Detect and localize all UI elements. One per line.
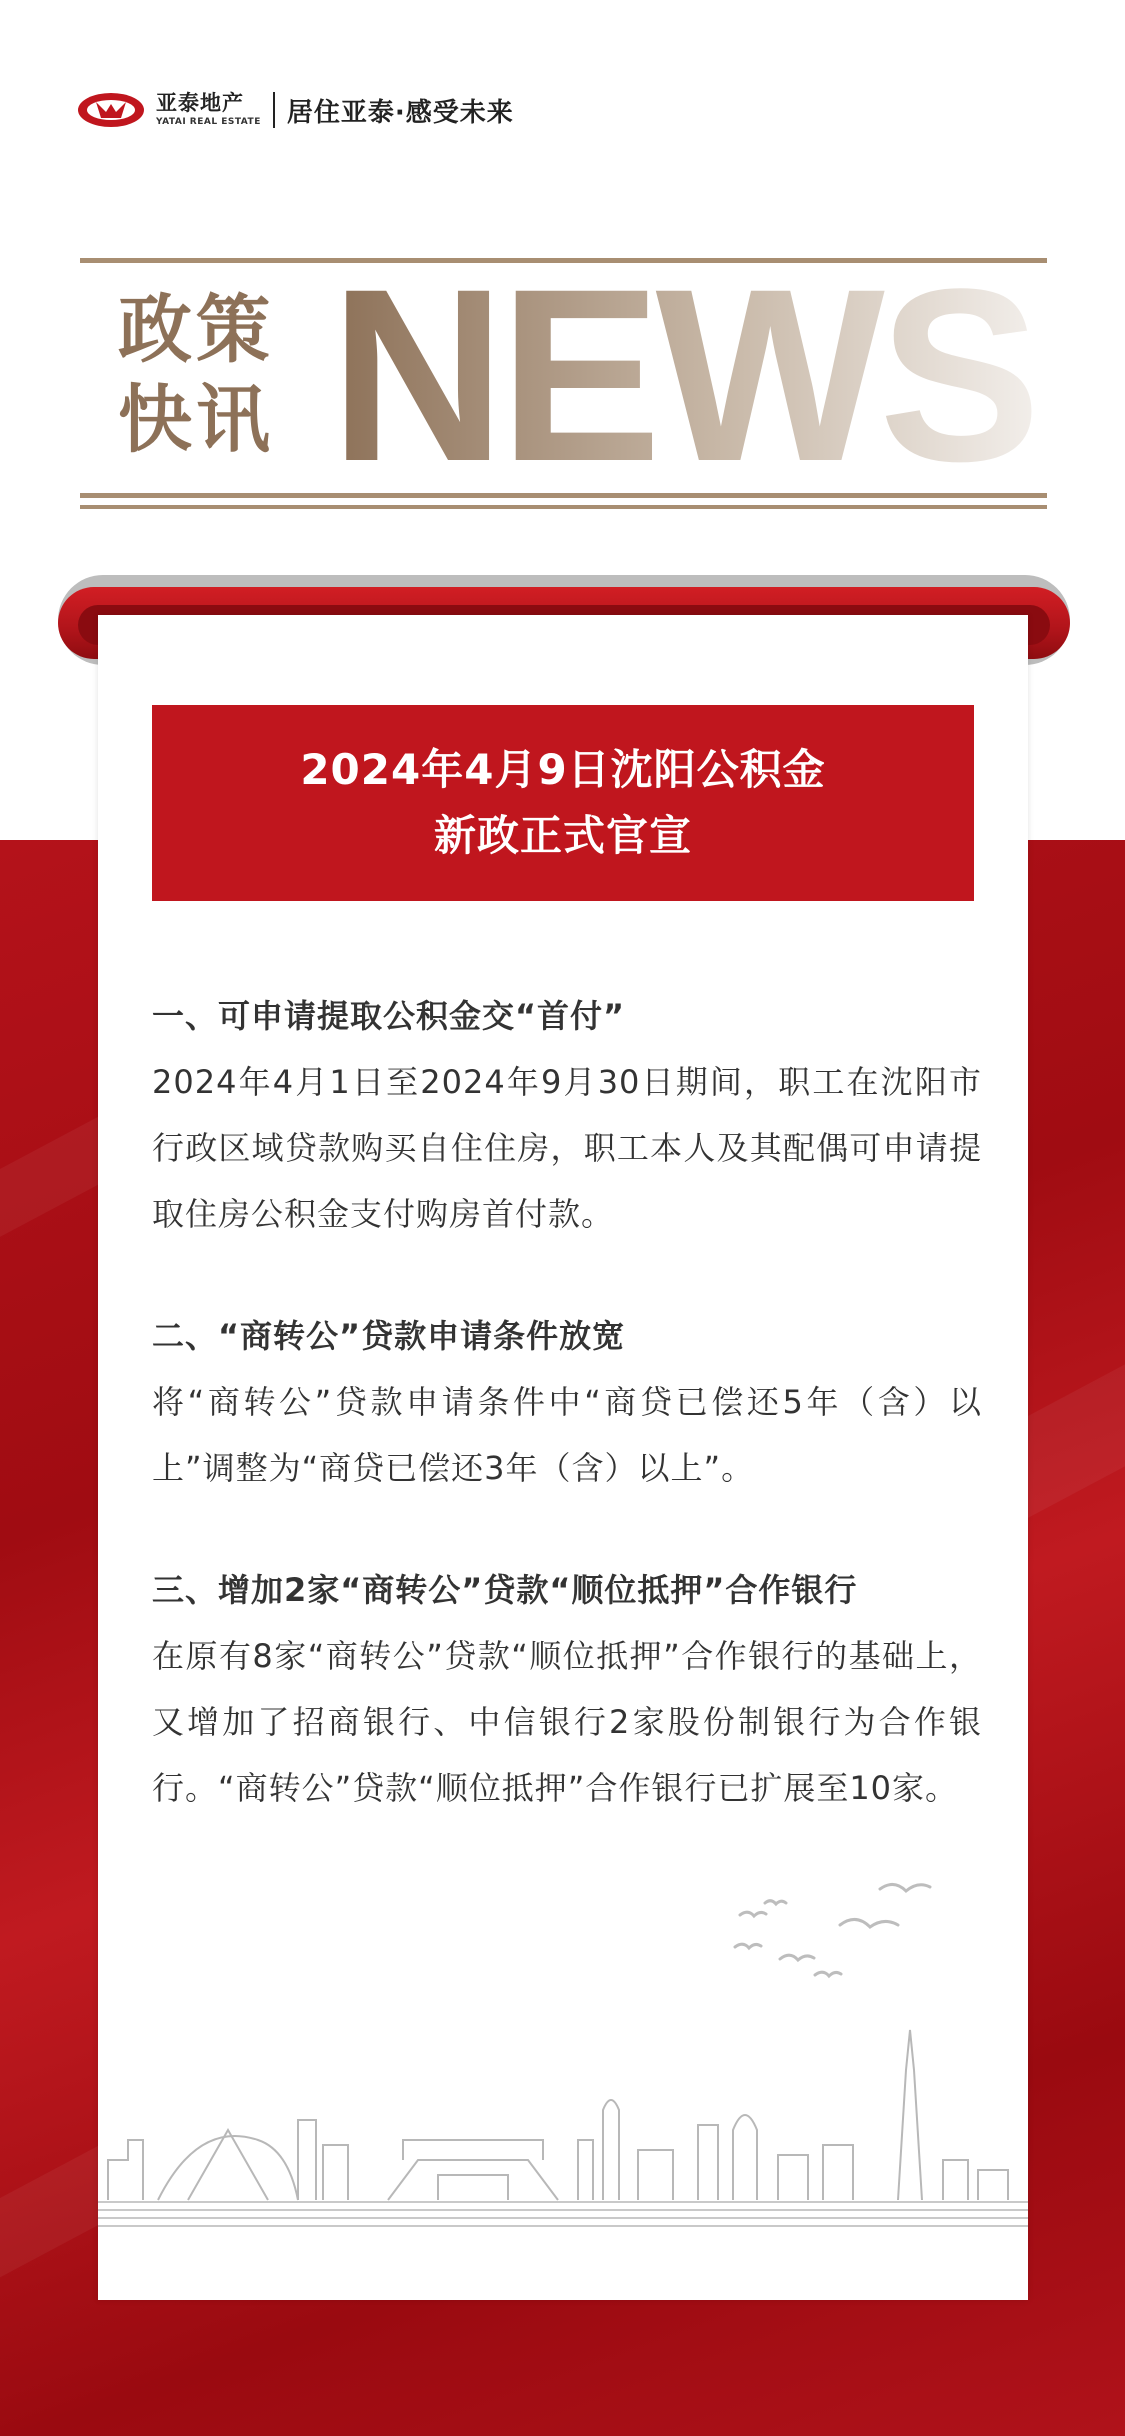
banner-title-en (330, 270, 1050, 480)
banner-title-cn (118, 285, 318, 465)
section-1-heading: 一、可申请提取公积金交“首付” (152, 997, 626, 1035)
section-1-body: 2024年4月1日至2024年9月30日期间，职工在沈阳市行政区域贷款购买自住住房，职工本人及其配偶可申请提取住房公积金支付购房首付款。 (152, 1063, 982, 1233)
banner-rule-bottom-1 (80, 493, 1047, 498)
brand-logo-icon (76, 90, 146, 130)
headline-line-2: 新政正式官宣 (433, 811, 692, 860)
section-3-body: 在原有8家“商转公”贷款“顺位抵押”合作银行的基础上，又增加了招商银行、中信银行2家股份制银行为合作银行。“商转公”贷款“顺位抵押”合作银行已扩展至10家。 (152, 1637, 982, 1807)
banner-title-cn-line2: 快讯 (118, 377, 274, 463)
section-3-heading: 三、增加2家“商转公”贷款“顺位抵押”合作银行 (152, 1571, 858, 1609)
banner-title-cn-line1: 政策 (118, 287, 274, 373)
logo-divider (273, 92, 275, 128)
birds-icon (720, 1875, 960, 1995)
banner-rule-top (80, 258, 1047, 263)
brand-header (76, 88, 514, 132)
banner-title-en-text: NEWS (330, 270, 1035, 480)
banner-rule-bottom-2 (80, 505, 1047, 509)
section-2-heading: 二、“商转公”贷款申请条件放宽 (152, 1317, 626, 1355)
headline-box (152, 705, 974, 901)
brand-name-en: YATAI REAL ESTATE (156, 117, 261, 127)
headline-line-1: 2024年4月9日沈阳公积金 (300, 745, 826, 794)
section-2-body: 将“商转公”贷款申请条件中“商贷已偿还5年（含）以上”调整为“商贷已偿还3年（含）以上”。 (152, 1383, 982, 1487)
policy-content (152, 983, 982, 1821)
brand-name-cn: 亚泰地产 (156, 91, 244, 115)
city-skyline-icon (98, 2010, 1028, 2230)
brand-slogan: 居住亚泰·感受未来 (286, 97, 514, 128)
